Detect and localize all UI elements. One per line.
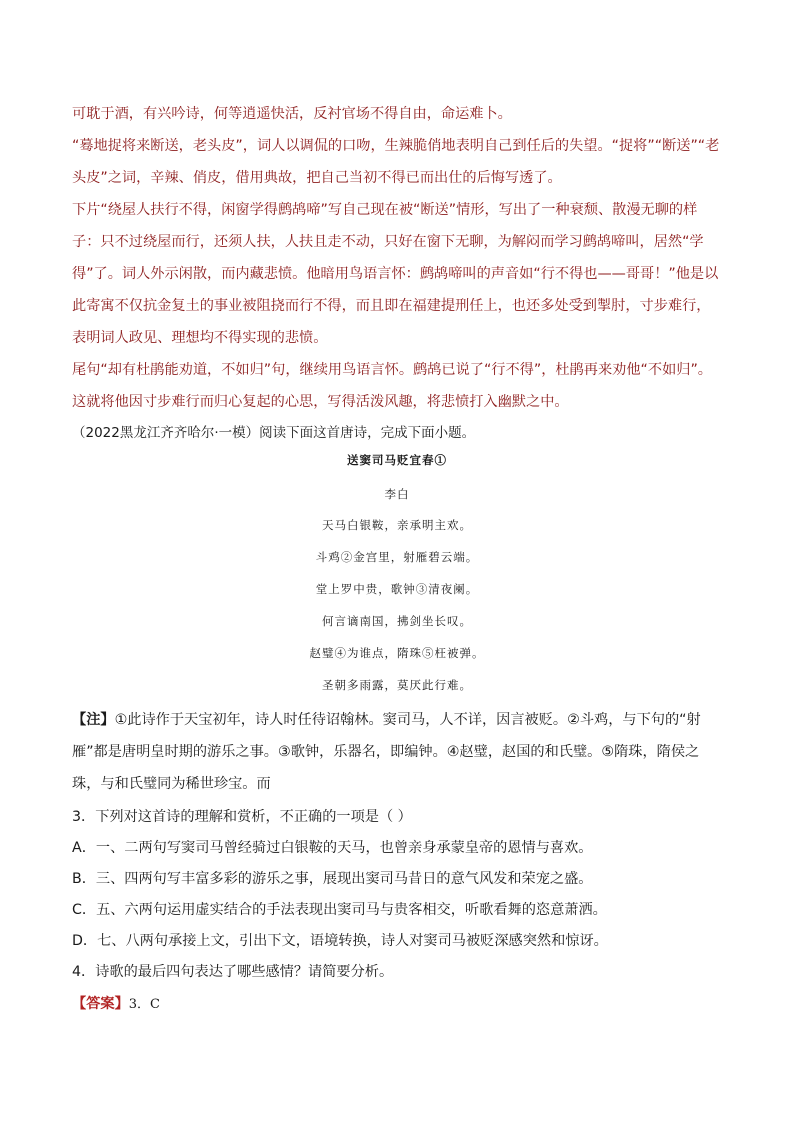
question-3-option-c: C．五、六两句运用虚实结合的手法表现出窦司马与贵客相交，听歌看舞的恣意萧洒。 <box>72 902 607 918</box>
analysis-paragraph-2: “蓦地捉将来断送，老头皮”，词人以调侃的口吻，生辣脆俏地表明自己到任后的失望。“捉将”“断送”“老头皮”之词，辛辣、俏皮，借用典故，把自己当初不得已而出仕的后悔写透了。 <box>72 138 720 186</box>
analysis-paragraph-3: 下片“绕屋人扶行不得，闲窗学得鹧鸪啼”写自己现在被“断送”情形，写出了一种衰颓、散漫无聊的样子：只不过绕屋而行，还须人扶，人扶且走不动，只好在窗下无聊，为解闷而学习鹧鸪啼叫，居然“学得”了。词人外示闲散，而内藏悲愤。他暗用鸟语言怀：鹧鸪啼叫的声音如“行不得也——哥哥！”他是以此寄寓不仅抗金复土的事业被阻挠而行不得，而且即在福建提刑任上，也还多处受到掣肘，寸步难行，表明词人政见、理想均不得实现的悲愤。 <box>72 202 719 346</box>
poem-notes <box>72 704 724 800</box>
question-3-stem: 3．下列对这首诗的理解和赏析，不正确的一项是（ ） <box>72 809 412 825</box>
poem-title: 送窦司马贬宜春① <box>347 453 447 467</box>
analysis-paragraph-4: 尾句“却有杜鹃能劝道，不如归”句，继续用鸟语言怀。鹧鸪已说了“行不得”，杜鹃再来劝他“不如归”。这就将他因寸步难行而归心复起的心思，写得活泼风趣，将悲愤打入幽默之中。 <box>72 362 712 410</box>
question-3-option-d: D．七、八两句承接上文，引出下文，语境转换，诗人对窦司马被贬深感突然和惊讶。 <box>72 933 608 949</box>
poem-author: 李白 <box>384 487 410 501</box>
poem-line-1: 天马白银鞍，亲承明主欢。 <box>322 518 472 532</box>
answer-text: 3．C <box>128 997 160 1012</box>
poem-line-2: 斗鸡②金宫里，射雁碧云端。 <box>315 550 479 564</box>
answer-line <box>72 988 724 1021</box>
poem-line-4: 何言谪南国，拂剑坐长叹。 <box>322 614 472 628</box>
analysis-paragraph-1: 可耽于酒，有兴吟诗，何等逍遥快活，反衬官场不得自由，命运难卜。 <box>72 106 512 122</box>
poem-line-3: 堂上罗中贵，歌钟③清夜阑。 <box>315 582 479 596</box>
note-text: ①此诗作于天宝初年，诗人时任待诏翰林。窦司马，人不详，因言被贬。②斗鸡，与下句的“射雁”都是唐明皇时期的游乐之事。③歌钟，乐器名，即编钟。④赵璧，赵国的和氏璧。⑤隋珠，隋侯之珠，与和氏璧同为稀世珍宝。而 <box>72 712 701 792</box>
note-label: 【注】 <box>72 712 115 728</box>
question-3-option-a: A．一、二两句写窦司马曾经骑过白银鞍的天马，也曾亲身承蒙皇帝的恩情与喜欢。 <box>72 840 593 856</box>
poem-line-5: 赵璧④为谁点，隋珠⑤枉被弹。 <box>309 646 485 660</box>
answer-label: 【答案】 <box>72 996 129 1012</box>
poem-line-6: 圣朝多雨露，莫厌此行难。 <box>322 678 472 692</box>
question-3-option-b: B．三、四两句写丰富多彩的游乐之事，展现出窦司马昔日的意气风发和荣宠之盛。 <box>72 871 593 887</box>
question-4-stem: 4．诗歌的最后四句表达了哪些感情？请简要分析。 <box>72 964 394 980</box>
question-source: （2022黑龙江齐齐哈尔·一模）阅读下面这首唐诗，完成下面小题。 <box>72 425 476 441</box>
